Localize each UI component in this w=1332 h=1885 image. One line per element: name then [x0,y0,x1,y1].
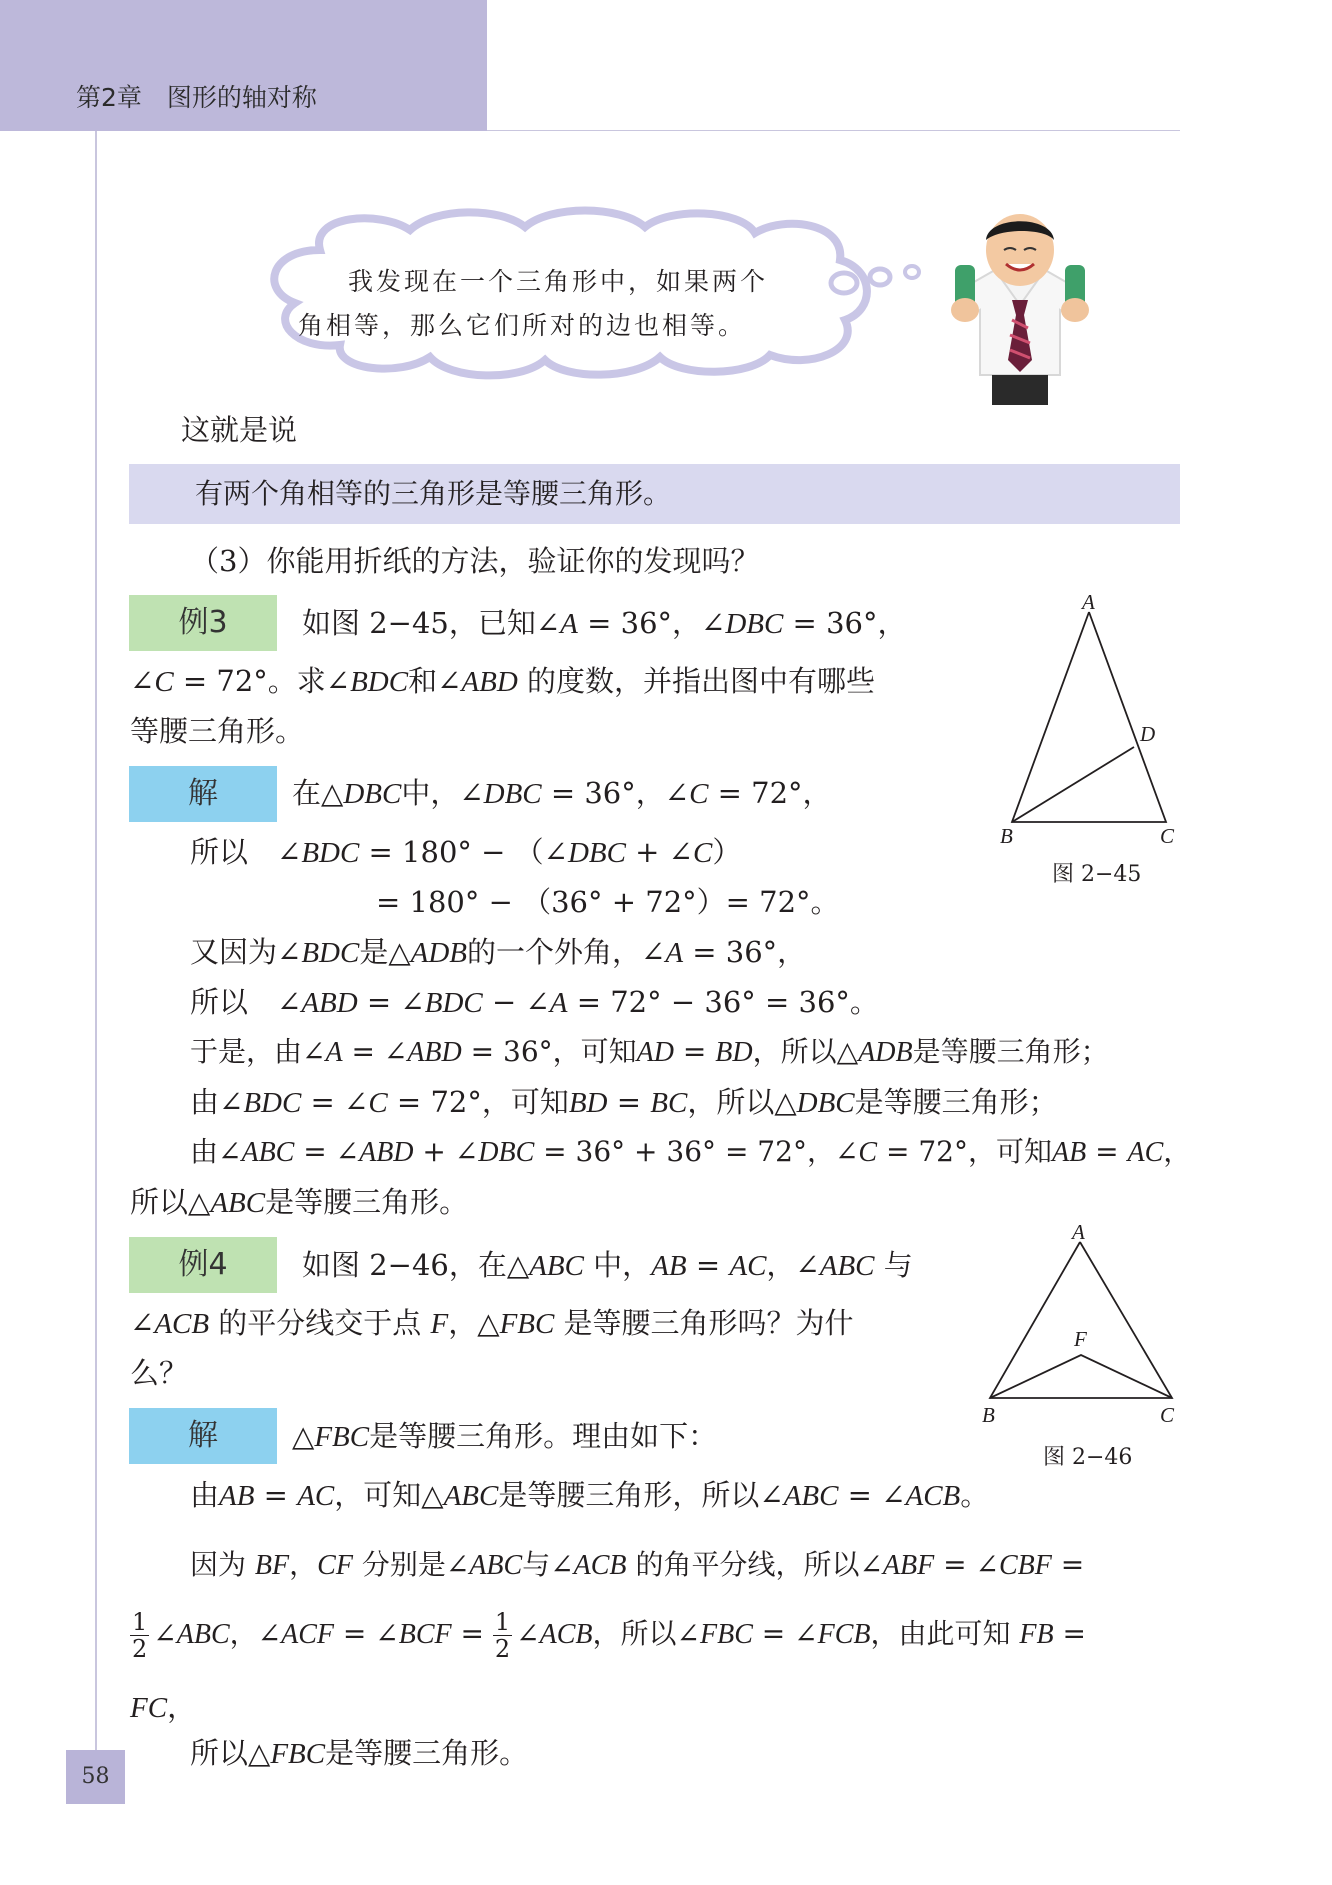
bubble-text-line-1: 我发现在一个三角形中，如果两个 [348,267,769,296]
fig-2-46-label-f: F [1074,1327,1087,1351]
boy-illustration [940,210,1100,415]
solution-4-line-5: FC， [130,1690,197,1724]
solution-4-line-4: $\frac{1}{2}$ ∠ABC，∠ACF = ∠BCF = $\frac{1}{2}$ ∠ACB，所以∠FBC = ∠FCB，由此可知 FB = [132,1608,1087,1663]
solution-3-line-1: 在△DBC中，∠DBC = 36°，∠C = 72°， [292,776,832,810]
figure-2-46 [980,1230,1180,1410]
fig-2-46-label-b: B [982,1403,995,1427]
fig-2-46-label-c: C [1160,1403,1175,1427]
solution-4-line-1: △FBC是等腰三角形。理由如下： [292,1419,718,1453]
example-3-line-3: 等腰三角形。 [130,714,305,748]
side-rule [95,131,97,1751]
solution-3-line-4: 又因为∠BDC是△ADB的一个外角，∠A = 36°， [190,935,807,969]
example-4-line-2: ∠ACB 的平分线交于点 F，△FBC 是等腰三角形吗？为什 [130,1306,854,1340]
fig-2-45-caption: 图 2−45 [1052,862,1142,887]
fig-2-46-caption: 图 2−46 [1043,1445,1133,1470]
theorem-text: 有两个角相等的三角形是等腰三角形。 [195,477,672,510]
solution-4-line-6: 所以△FBC是等腰三角形。 [190,1736,529,1770]
solution-3-line-8: 由∠ABC = ∠ABD + ∠DBC = 36° + 36° = 72°，∠C = 72°，可知AB = AC， [190,1135,1192,1168]
fraction-half: $\frac{1}{2}$ [132,1608,148,1663]
solution-3-line-9: 所以△ABC是等腰三角形。 [130,1185,469,1219]
example-4-line-3: 么？ [130,1356,189,1390]
fig-2-45-label-d: D [1140,722,1156,746]
example-3-tag: 例3 [129,595,277,651]
page-number: 58 [81,1764,110,1789]
solution-3-tag: 解 [129,766,277,822]
solution-3-line-5: 所以 ∠ABD = ∠BDC − ∠A = 72° − 36° = 36°。 [190,985,879,1019]
solution-3-line-6: 于是，由∠A = ∠ABD = 36°，可知AD = BD，所以△ADB是等腰三角形； [190,1035,1109,1068]
fig-2-45-label-b: B [1000,824,1013,848]
solution-4-line-3: 因为 BF，CF 分别是∠ABC与∠ACB 的角平分线，所以∠ABF = ∠CBF = [190,1548,1085,1581]
solution-4-line-2: 由AB = AC，可知△ABC是等腰三角形，所以∠ABC = ∠ACB。 [190,1478,990,1512]
solution-3-line-2: 所以 ∠BDC = 180° − （∠DBC + ∠C） [190,835,742,869]
example-3-line-1: 如图 2−45，已知∠A = 36°，∠DBC = 36°， [302,606,907,640]
bubble-text-line-2: 角相等，那么它们所对的边也相等。 [298,311,747,340]
fig-2-45-label-c: C [1160,824,1175,848]
figure-2-45 [990,590,1190,850]
fraction-half: $\frac{1}{2}$ [494,1608,511,1663]
header-rule [487,130,1180,131]
solution-3-line-3: = 180° − （36° + 72°）= 72°。 [376,885,840,919]
solution-3-line-7: 由∠BDC = ∠C = 72°，可知BD = BC，所以△DBC是等腰三角形； [190,1085,1058,1119]
intro-text: 这就是说 [181,413,298,447]
fig-2-46-label-a: A [1072,1220,1085,1244]
example-3-line-2: ∠C = 72°。求∠BDC和∠ABD 的度数，并指出图中有哪些 [130,664,876,698]
example-4-tag: 例4 [129,1237,277,1293]
chapter-title: 第2章 图形的轴对称 [76,83,317,112]
question-3: （3）你能用折纸的方法，验证你的发现吗？ [190,544,760,578]
fig-2-45-label-a: A [1082,590,1095,614]
example-4-line-1: 如图 2−46，在△ABC 中，AB = AC，∠ABC 与 [302,1248,913,1282]
solution-4-tag: 解 [129,1408,277,1464]
